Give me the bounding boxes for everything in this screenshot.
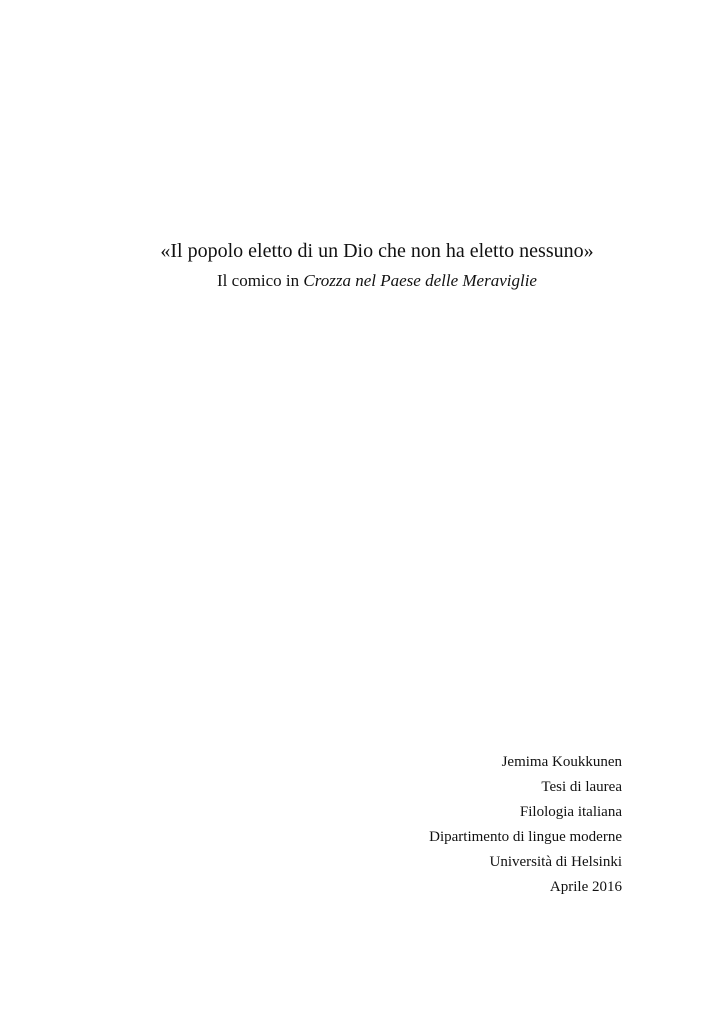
university: Università di Helsinki xyxy=(489,854,622,870)
title-block xyxy=(132,236,622,296)
thesis-title: «Il popolo eletto di un Dio che non ha eletto nessuno» xyxy=(160,240,594,262)
thesis-type: Tesi di laurea xyxy=(541,779,622,795)
subtitle-work-title: Crozza nel Paese delle Meraviglie xyxy=(303,271,537,290)
date: Aprile 2016 xyxy=(549,879,622,895)
author-name: Jemima Koukkunen xyxy=(501,754,622,770)
department: Dipartimento di lingue moderne xyxy=(429,829,622,845)
subtitle-prefix: Il comico in xyxy=(217,271,304,290)
thesis-subtitle xyxy=(132,266,622,296)
imprint-block xyxy=(429,750,622,900)
subject: Filologia italiana xyxy=(519,804,622,820)
